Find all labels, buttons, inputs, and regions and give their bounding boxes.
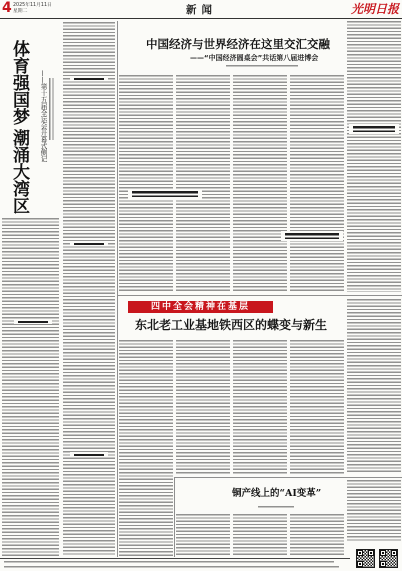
subheading xyxy=(281,231,343,241)
article-body-text xyxy=(176,75,230,292)
article-body-text xyxy=(176,514,230,556)
article-body-text xyxy=(347,299,401,474)
subheading xyxy=(70,241,108,246)
masthead-logo: 光明日报 xyxy=(350,2,399,16)
article-body-text xyxy=(347,480,401,542)
article-body-text xyxy=(119,340,173,556)
article-body-text xyxy=(290,340,344,474)
economy-subtitle: ——“中国经济圆桌会”共话第八届进博会 xyxy=(190,54,319,62)
copper-byline xyxy=(258,506,294,508)
subheading xyxy=(70,76,108,81)
article-body-text xyxy=(233,75,287,292)
subheading xyxy=(349,124,399,134)
qr-finder xyxy=(357,561,363,567)
qr-finder xyxy=(368,550,374,556)
article-rule xyxy=(174,477,175,557)
copper-headline: 铜产线上的“AI变革” xyxy=(232,488,322,499)
page-number: 4 xyxy=(2,0,12,16)
economy-headline: 中国经济与世界经济在这里交汇交融 xyxy=(146,37,330,51)
qr-code-icon xyxy=(379,549,398,568)
article-body-text xyxy=(290,514,344,556)
footer-imprint-line xyxy=(4,566,339,568)
subheading xyxy=(128,189,202,199)
header-rule xyxy=(0,18,402,19)
subheading xyxy=(14,319,52,324)
article-body-text xyxy=(63,22,115,556)
issue-date: 2025年11月11日 xyxy=(13,3,52,8)
sports-byline xyxy=(49,78,56,140)
article-body-text xyxy=(2,218,59,556)
sports-subtitle: ——第十五届全运会开幕式侧记 xyxy=(39,70,47,163)
economy-byline xyxy=(226,65,298,67)
subheading xyxy=(70,452,108,457)
article-rule xyxy=(174,477,402,478)
article-body-text xyxy=(233,514,287,556)
tiexi-headline: 东北老工业基地铁西区的蝶变与新生 xyxy=(135,318,328,332)
footer-rule xyxy=(0,558,350,559)
section-title: 新闻 xyxy=(186,4,217,16)
article-body-text xyxy=(233,340,287,474)
article-body-text xyxy=(119,75,173,292)
issue-weekday: 星期二 xyxy=(13,9,28,14)
article-body-text xyxy=(290,75,344,292)
qr-code-icon xyxy=(356,549,375,568)
footer-imprint-line xyxy=(4,561,334,563)
qr-finder xyxy=(357,550,363,556)
qr-finder xyxy=(380,550,386,556)
qr-finder xyxy=(391,550,397,556)
article-body-text xyxy=(347,21,401,292)
article-body-text xyxy=(176,340,230,474)
qr-finder xyxy=(380,561,386,567)
column-banner: 四中全会精神在基层 xyxy=(128,301,273,313)
column-rule xyxy=(117,21,118,557)
sports-headline-line2: 潮涌大湾区 xyxy=(9,129,29,214)
section-rule xyxy=(118,295,402,296)
sports-headline-line1: 体育强国梦 xyxy=(9,40,29,125)
